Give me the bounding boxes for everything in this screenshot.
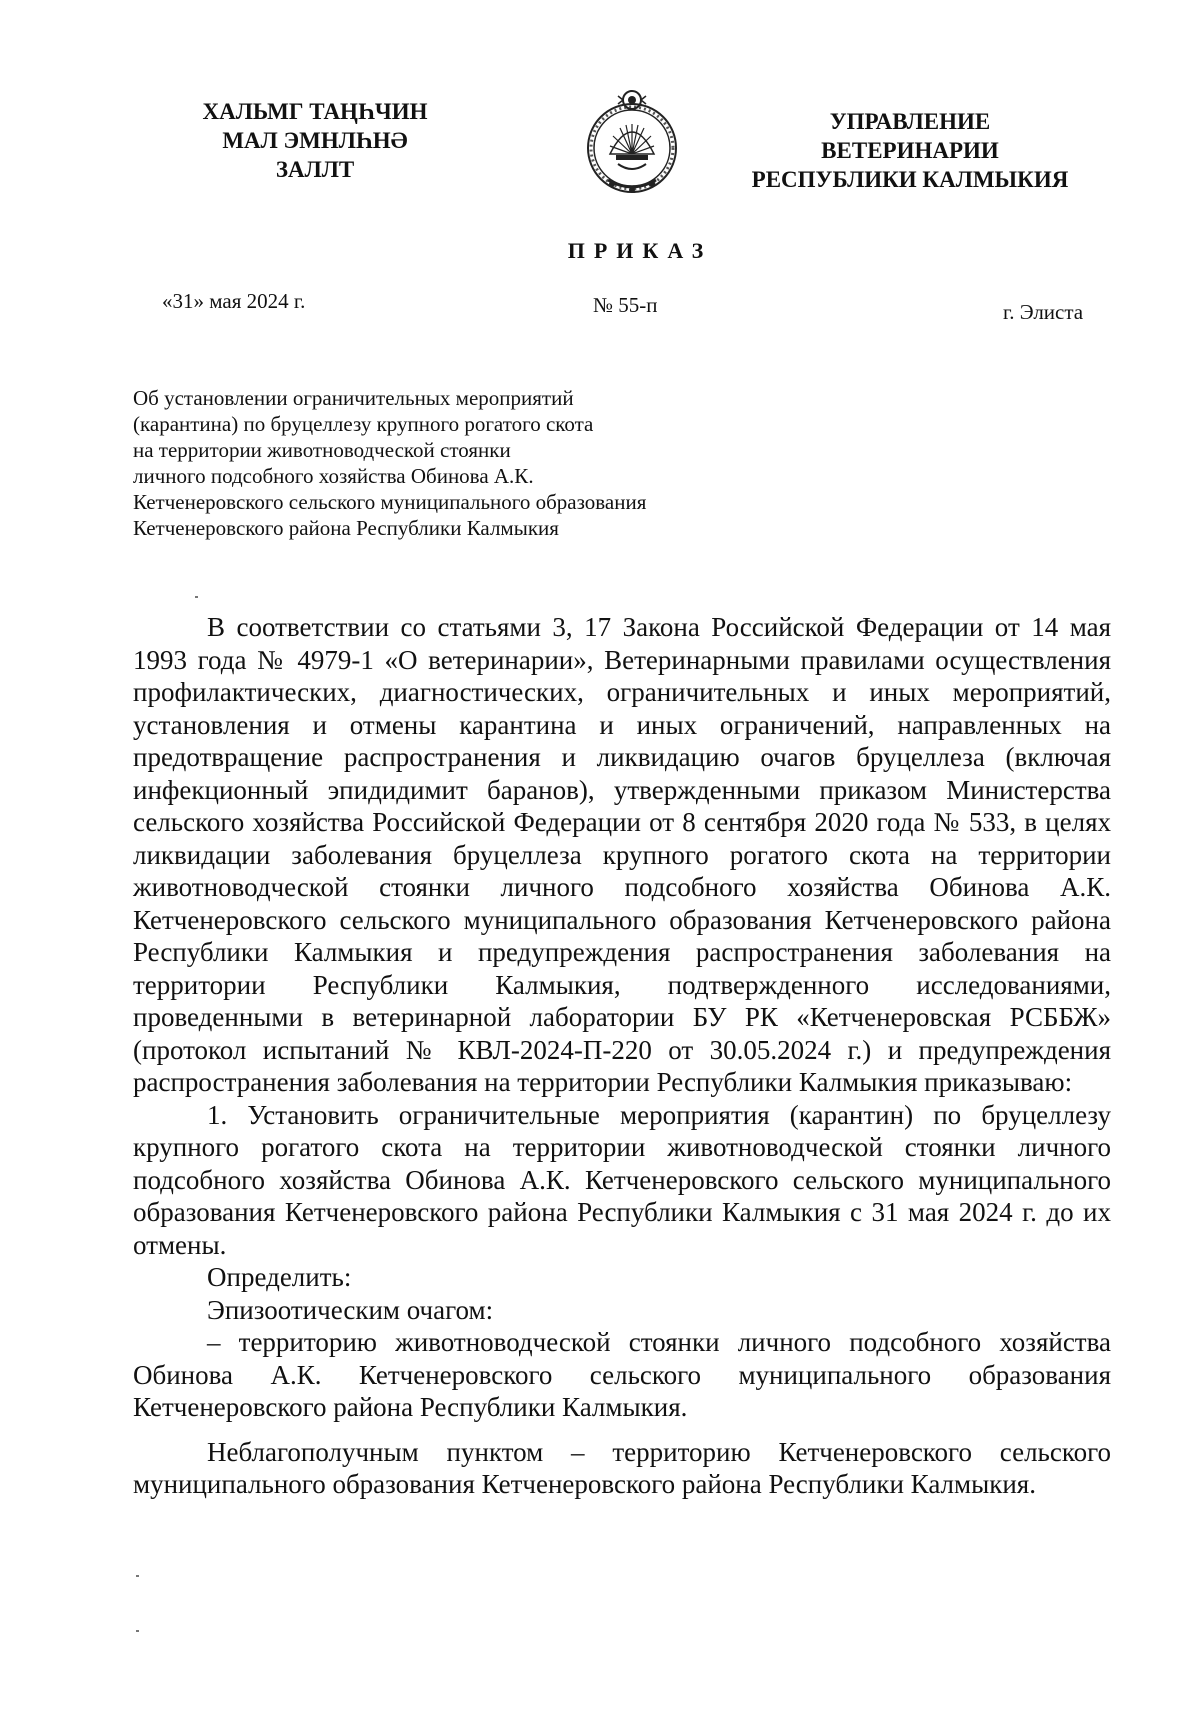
subject-line: Кетченеровского сельского муниципального образования [133, 490, 647, 514]
body-paragraph-focus-heading: Эпизоотическим очагом: [207, 1294, 494, 1325]
document-subject [133, 385, 646, 541]
coat-of-arms-kalmykia-icon [580, 88, 684, 198]
subject-line: на территории животноводческой стоянки [133, 438, 511, 462]
scan-mark [136, 1630, 139, 1632]
document-type-title: ПРИКАЗ [567, 238, 713, 263]
body-paragraph-preamble: В соответствии со статьями 3, 17 Закона Российской Федерации от 14 мая 1993 года № 4979-1 «О ветеринарии», Ветеринарными правилами осуществления профилактических, диагностических, ограничительных и иных мероприятий, установления и отмены карантина и иных ограничений, направленных на предотвращение распространения и ликвидацию очагов бруцеллеза (включая инфекционный эпидидимит баранов), утвержденными приказом Министерства сельского хозяйства Российской Федерации от 8 сентября 2020 года № 533, в целях ликвидации заболевания бруцеллеза крупного рогатого скота на территории животноводческой стоянки личного подсобного хозяйства Обинова А.К. Кетченеровского сельского муниципального образования Кетченеровского района Республики Калмыкия и предупреждения распространения заболевания на территории Республики Калмыкия, подтвержденного исследованиями, проведенными в ветеринарной лаборатории БУ РК «Кетченеровская РСББЖ» (протокол испытаний № КВЛ-2024-П-220 от 30.05.2024 г.) и предупреждения распространения заболевания на территории Республики Калмыкия приказываю: [133, 612, 1111, 1097]
scan-mark [195, 596, 198, 598]
header-right-line: РЕСПУБЛИКИ КАЛМЫКИЯ [751, 167, 1069, 192]
body-paragraph-unfavorable-point: Неблагополучным пунктом – территорию Кетченеровского сельского муниципального образования Кетченеровского района Республики Калмыкия. [133, 1436, 1111, 1499]
subject-line: Кетченеровского района Республики Калмыкия [133, 516, 559, 540]
subject-line: (карантина) по бруцеллезу крупного рогатого скота [133, 412, 594, 436]
header-right-line: ВЕТЕРИНАРИИ [821, 138, 999, 163]
document-date: «31» мая 2024 г. [162, 289, 306, 313]
subject-line: личного подсобного хозяйства Обинова А.К. [133, 464, 534, 488]
header-russian-name [715, 107, 1105, 194]
subject-line: Об установлении ограничительных мероприятий [133, 386, 574, 410]
header-left-line: ЗАЛЛТ [275, 157, 355, 182]
scan-mark [136, 1575, 139, 1577]
header-left-line: МАЛ ЭМНЛҺНӘ [222, 128, 408, 153]
document-city: г. Элиста [1003, 300, 1084, 324]
header-left-line: ХАЛЬМГ ТАҢҺЧИН [202, 99, 428, 124]
document-body [133, 611, 1111, 1501]
header-kalmyk-name [150, 97, 480, 184]
body-paragraph-define: Определить: [207, 1262, 352, 1292]
body-paragraph-item-1: 1. Установить ограничительные мероприятия (карантин) по бруцеллезу крупного рогатого скота на территории животноводческой стоянки личного подсобного хозяйства Обинова А.К. Кетченеровского сельского муниципального образования Кетченеровского района Республики Калмыкия с 31 мая 2024 г. до их отмены. [133, 1099, 1111, 1260]
body-paragraph-focus-territory: – территорию животноводческой стоянки личного подсобного хозяйства Обинова А.К. Кетченеровского сельского муниципального образования Кетченеровского района Республики Калмыкия. [133, 1327, 1111, 1422]
document-number: № 55-п [593, 293, 658, 317]
header-right-line: УПРАВЛЕНИЕ [829, 109, 991, 134]
